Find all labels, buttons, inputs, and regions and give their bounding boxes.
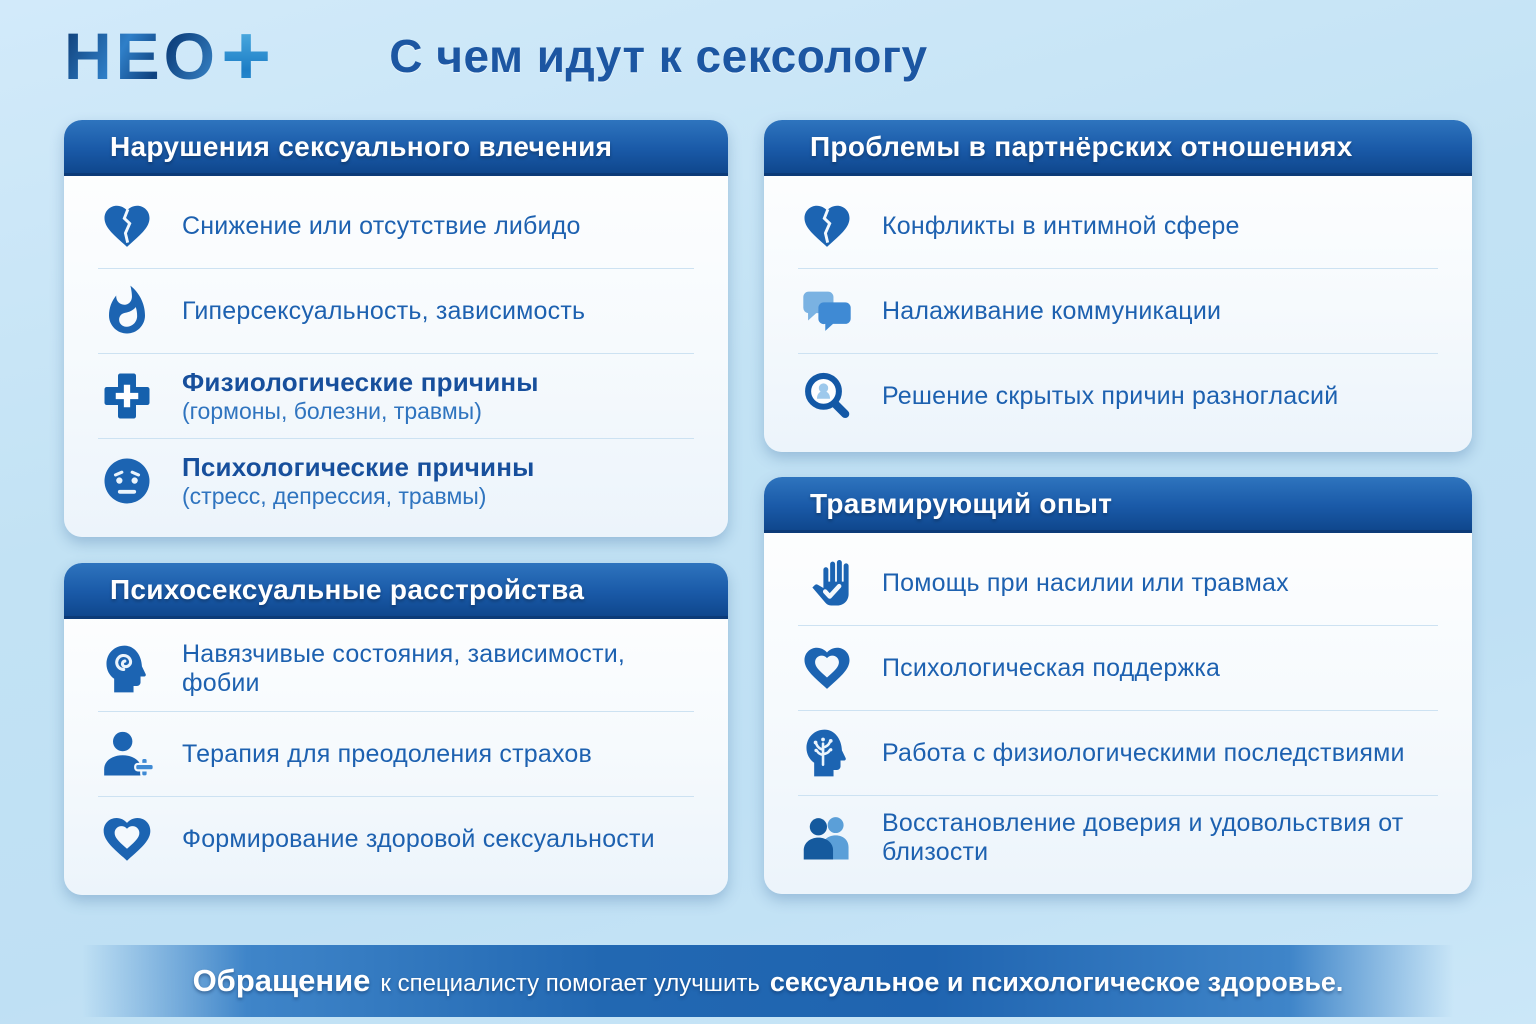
list-item-label: Восстановление доверия и удовольствия от близости <box>882 809 1404 866</box>
banner-lead-text: Обращение <box>192 963 371 998</box>
list-item-subtitle: (стресс, депрессия, травмы) <box>182 482 487 509</box>
page-title: С чем идут к сексологу <box>389 30 928 82</box>
head-spiral-icon <box>98 640 156 698</box>
broken-heart-icon <box>98 197 156 255</box>
chat-bubbles-icon <box>798 282 856 340</box>
list-item-label: Гиперсексуальность, зависимость <box>182 296 586 325</box>
list-item <box>798 625 1438 710</box>
list-item-text <box>182 452 535 510</box>
card-header-label: Травмирующий опыт <box>810 487 1113 519</box>
list-item-label: Навязчивые состояния, зависимости, фобии <box>182 640 626 697</box>
list-item-label: Конфликты в интимной сфере <box>882 211 1240 240</box>
right-column <box>764 120 1472 895</box>
card-header <box>64 563 728 619</box>
card-partner-relationship-problems <box>764 120 1472 452</box>
stop-hand-icon <box>798 554 856 612</box>
card-header <box>764 120 1472 176</box>
couple-icon <box>798 809 856 867</box>
worried-face-icon <box>98 452 156 510</box>
card-body <box>764 176 1472 452</box>
list-item-label: Налаживание коммуникации <box>882 296 1222 325</box>
list-item-subtitle: (гормоны, болезни, травмы) <box>182 397 482 424</box>
list-item <box>98 353 694 438</box>
list-item-label: Решение скрытых причин разногласий <box>882 381 1339 410</box>
list-item <box>98 796 694 881</box>
banner-tail-text: сексуальное и психологическое здоровье. <box>769 967 1344 997</box>
flame-icon <box>98 282 156 340</box>
list-item <box>798 541 1438 625</box>
list-item-label: Формирование здоровой сексуальности <box>182 824 655 853</box>
card-header <box>64 120 728 176</box>
heart-in-heart-icon <box>798 639 856 697</box>
card-header-label: Проблемы в партнёрских отношениях <box>810 130 1353 162</box>
card-body <box>64 176 728 537</box>
card-body <box>764 533 1472 894</box>
list-item <box>98 627 694 711</box>
card-traumatic-experience <box>764 477 1472 894</box>
heart-in-heart-icon <box>98 810 156 868</box>
list-item-label: Помощь при насилии или травмах <box>882 568 1289 597</box>
cards-area <box>0 112 1536 895</box>
list-item-label: Работа с физиологическими последствиями <box>882 738 1405 767</box>
card-psychosexual-disorders <box>64 563 728 895</box>
list-item-text <box>182 367 539 425</box>
list-item <box>98 268 694 353</box>
list-item <box>798 184 1438 268</box>
list-item <box>98 184 694 268</box>
logo-plus-icon: + <box>221 7 272 104</box>
card-header-label: Психосексуальные расстройства <box>110 573 585 605</box>
list-item-label: Терапия для преодоления страхов <box>182 739 592 768</box>
broken-heart-icon <box>798 197 856 255</box>
list-item <box>98 711 694 796</box>
medical-cross-icon <box>98 367 156 425</box>
list-item <box>798 353 1438 438</box>
card-header <box>764 477 1472 533</box>
person-plus-icon <box>98 725 156 783</box>
card-body <box>64 619 728 895</box>
magnifier-head-icon <box>798 367 856 425</box>
list-item <box>798 710 1438 795</box>
list-item-label: Психологическая поддержка <box>882 653 1221 682</box>
head-tree-icon <box>798 724 856 782</box>
bottom-banner <box>82 945 1454 1017</box>
card-sexual-desire-disorders <box>64 120 728 537</box>
list-item <box>98 438 694 523</box>
card-header-label: Нарушения сексуального влечения <box>110 130 613 162</box>
logo-text: НЕО <box>64 18 220 93</box>
banner-middle-text: к специалисту помогает улучшить <box>380 970 760 997</box>
list-item-title: Физиологические причины <box>182 367 539 398</box>
header <box>0 0 1536 112</box>
neo-plus-logo <box>64 7 272 104</box>
list-item-title: Психологические причины <box>182 452 535 483</box>
left-column <box>64 120 728 895</box>
list-item-label: Снижение или отсутствие либидо <box>182 211 581 240</box>
list-item <box>798 268 1438 353</box>
list-item <box>798 795 1438 880</box>
